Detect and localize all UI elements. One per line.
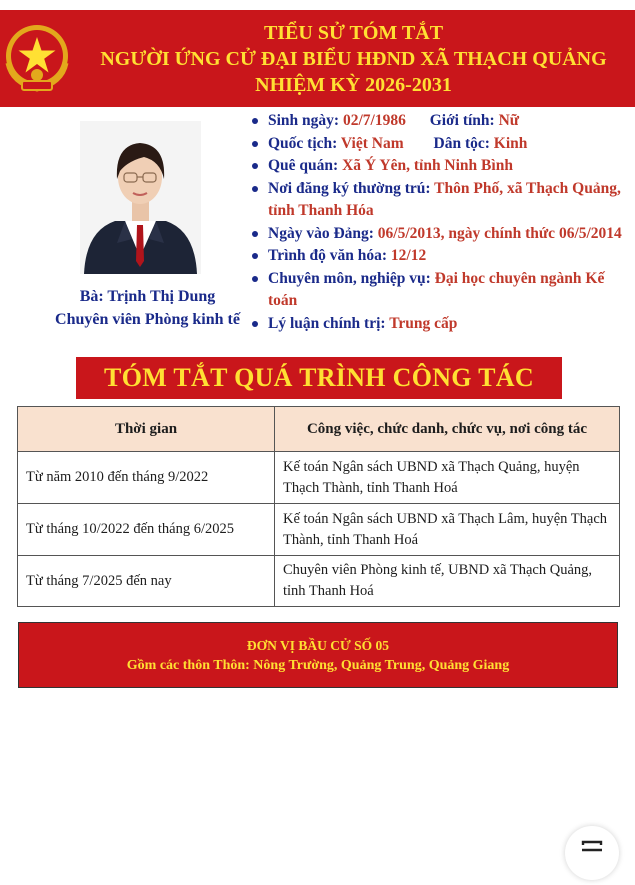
table-row [18,504,620,556]
work-history-table [17,406,620,607]
floating-menu-button[interactable] [565,826,619,880]
gender-value: Nữ [498,112,520,129]
info-item-politics [248,313,628,336]
info-item-residence [248,178,628,223]
header-title: TIỂU SỬ TÓM TẮT [263,22,444,44]
column-header-job: Công việc, chức danh, chức vụ, nơi công tác [275,407,620,452]
info-item-hometown [248,155,628,178]
profession-label: Chuyên môn, nghiệp vụ: [268,269,431,287]
gender-label: Giới tính: [429,112,495,129]
info-list [248,110,628,335]
time-cell: Từ tháng 7/2025 đến nay [18,556,275,607]
party-official-date: 06/5/2014 [558,224,622,242]
hometown-label: Quê quán: [268,157,339,174]
ethnicity-value: Kinh [493,134,528,152]
dob-label: Sinh ngày: [268,112,340,129]
electoral-unit-box [18,622,618,688]
nationality-label: Quốc tịch: [268,134,338,152]
info-item-education [248,245,628,268]
info-item-party [248,223,628,246]
party-date: 06/5/2013 [377,224,441,242]
nationality-value: Việt Nam [340,134,404,152]
header-subtitle: NGƯỜI ỨNG CỬ ĐẠI BIỂU HĐND XÃ THẠCH QUẢNG [100,48,607,70]
electoral-unit-title: ĐƠN VỊ BẦU CỬ SỐ 05 [246,638,390,653]
politics-value: Trung cấp [389,314,458,332]
national-emblem-icon [2,23,72,95]
education-label: Trình độ văn hóa: [268,247,388,264]
politics-label: Lý luận chính trị: [268,314,386,332]
info-item-profession [248,268,628,313]
candidate-position: Chuyên viên Phòng kinh tế [55,311,240,328]
ethnicity-label: Dân tộc: [433,134,490,152]
education-value: 12/12 [390,247,427,264]
time-cell: Từ năm 2010 đến tháng 9/2022 [18,452,275,504]
header-term: NHIỆM KỲ 2026-2031 [255,74,452,96]
hometown-value: Xã Ý Yên, tỉnh Ninh Bình [342,157,513,174]
candidate-photo [80,121,201,274]
column-header-time: Thời gian [18,407,275,452]
dob-value: 02/7/1986 [342,112,406,129]
electoral-unit-description: Gồm các thôn Thôn: Nông Trường, Quảng Trung, Quảng Giang [126,658,510,673]
party-label: Ngày vào Đảng: [268,224,374,242]
job-cell: Kế toán Ngân sách UBND xã Thạch Quảng, huyện Thạch Thành, tỉnh Thanh Hoá [275,452,620,504]
residence-label: Nơi đăng ký thường trú: [268,179,431,197]
party-official-text: , ngày chính thức [440,224,556,242]
info-item-dob [248,110,628,133]
info-item-nationality [248,133,628,156]
candidate-name: Bà: Trịnh Thị Dung [79,288,216,305]
job-cell: Chuyên viên Phòng kinh tế, UBND xã Thạch Quảng, tỉnh Thanh Hoá [275,556,620,607]
table-row [18,556,620,607]
table-row [18,452,620,504]
job-cell: Kế toán Ngân sách UBND xã Thạch Lâm, huyện Thạch Thành, tỉnh Thanh Hoá [275,504,620,556]
profession-value: Đại học chuyên ngành Kế toán [268,269,605,309]
residence-value: Thôn Phố, xã Thạch Quảng, tỉnh Thanh Hóa [268,179,621,219]
section-title-banner: TÓM TẮT QUÁ TRÌNH CÔNG TÁC [76,357,562,399]
scroll-menu-icon [565,826,619,880]
time-cell: Từ tháng 10/2022 đến tháng 6/2025 [18,504,275,556]
header-banner [0,10,635,107]
